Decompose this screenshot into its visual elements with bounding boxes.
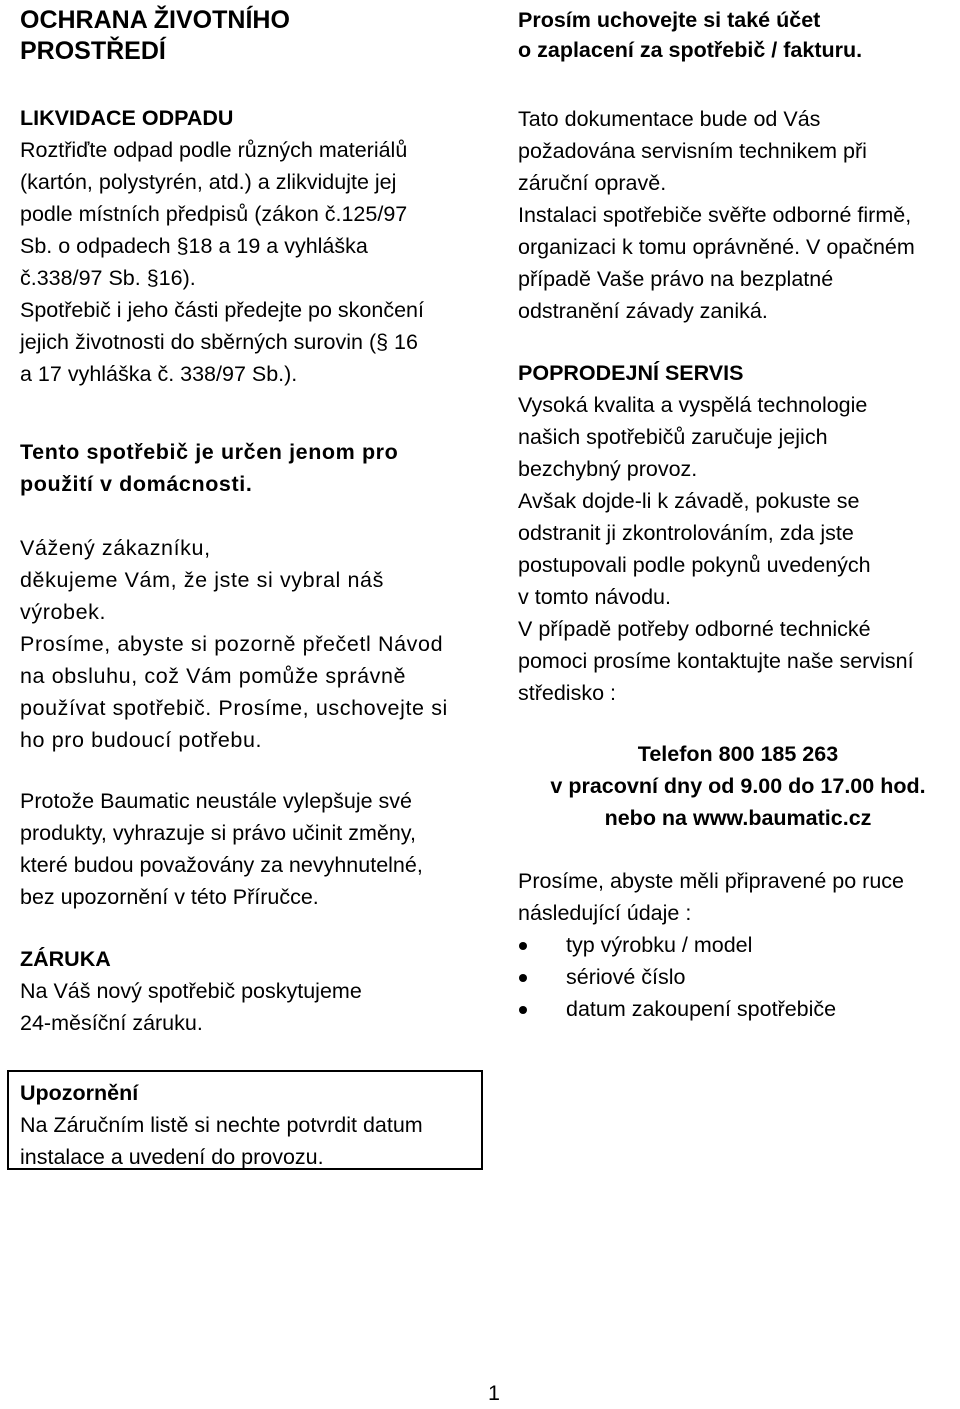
keep-receipt-note bbox=[518, 5, 958, 65]
greeting-line: používat spotřebič. Prosíme, uschovejte si bbox=[20, 696, 448, 720]
greeting-section bbox=[20, 532, 490, 756]
documentation-line: požadována servisním technikem při bbox=[518, 139, 867, 163]
service-hours: v pracovní dny od 9.00 do 17.00 hod. bbox=[550, 774, 926, 798]
prepare-info-list bbox=[518, 929, 958, 1025]
page-title bbox=[20, 5, 490, 67]
greeting-line: ho pro budoucí potřebu. bbox=[20, 728, 263, 752]
list-item-text: datum zakoupení spotřebiče bbox=[566, 997, 837, 1021]
notice-line: instalace a uvedení do provozu. bbox=[20, 1145, 324, 1169]
waste-disposal-heading: LIKVIDACE ODPADU bbox=[20, 106, 234, 130]
waste-disposal-line: a 17 vyhláška č. 338/97 Sb.). bbox=[20, 362, 298, 386]
waste-disposal-section bbox=[20, 102, 490, 390]
service-phone: Telefon 800 185 263 bbox=[637, 742, 839, 766]
household-use-line: použití v domácnosti. bbox=[20, 472, 253, 496]
prepare-info-line: následující údaje : bbox=[518, 901, 692, 925]
waste-disposal-line: podle místních předpisů (zákon č.125/97 bbox=[20, 202, 408, 226]
documentation-line: Tato dokumentace bude od Vás bbox=[518, 107, 821, 131]
warranty-line: 24-měsíční záruku. bbox=[20, 1011, 203, 1035]
waste-disposal-line: Spotřebič i jeho části předejte po skončení bbox=[20, 298, 424, 322]
after-sales-service-line: pomoci prosíme kontaktujte naše servisní bbox=[518, 649, 914, 673]
warranty-heading: ZÁRUKA bbox=[20, 947, 111, 971]
after-sales-service-line: Avšak dojde-li k závadě, pokuste se bbox=[518, 489, 860, 513]
waste-disposal-line: (kartón, polystyrén, atd.) a zlikvidujte jej bbox=[20, 170, 397, 194]
bullet-icon bbox=[519, 942, 527, 950]
after-sales-service-line: odstranit ji zkontrolováním, zda jste bbox=[518, 521, 854, 545]
after-sales-service-line: bezchybný provoz. bbox=[518, 457, 698, 481]
after-sales-service-line: středisko : bbox=[518, 681, 616, 705]
notice-line: Na Záručním listě si nechte potvrdit datum bbox=[20, 1113, 423, 1137]
after-sales-service-section bbox=[518, 357, 958, 709]
waste-disposal-line: Roztřiďte odpad podle různých materiálů bbox=[20, 138, 408, 162]
documentation-line: případě Vaše právo na bezplatné bbox=[518, 267, 834, 291]
page-title-line: OCHRANA ŽIVOTNÍHO bbox=[20, 6, 290, 34]
prepare-info-section bbox=[518, 865, 958, 1025]
product-changes-line: které budou považovány za nevyhnutelné, bbox=[20, 853, 423, 877]
page-number: 1 bbox=[488, 1381, 500, 1405]
waste-disposal-line: jejich životnosti do sběrných surovin (§ 16 bbox=[20, 330, 418, 354]
greeting-heading: Vážený zákazníku, bbox=[20, 536, 211, 560]
notice-heading: Upozornění bbox=[20, 1081, 139, 1105]
prepare-info-line: Prosíme, abyste měli připravené po ruce bbox=[518, 869, 904, 893]
after-sales-service-line: V případě potřeby odborné technické bbox=[518, 617, 871, 641]
after-sales-service-line: našich spotřebičů zaručuje jejich bbox=[518, 425, 828, 449]
product-changes-note bbox=[20, 785, 490, 913]
notice-box bbox=[7, 1070, 483, 1170]
service-website: nebo na www.baumatic.cz bbox=[604, 806, 872, 830]
greeting-line: výrobek. bbox=[20, 600, 107, 624]
greeting-line: na obsluhu, což Vám pomůže správně bbox=[20, 664, 407, 688]
product-changes-line: Protože Baumatic neustále vylepšuje své bbox=[20, 789, 412, 813]
list-item bbox=[518, 993, 958, 1025]
list-item-text: typ výrobku / model bbox=[566, 933, 753, 957]
list-item-text: sériové číslo bbox=[566, 965, 686, 989]
waste-disposal-line: č.338/97 Sb. §16). bbox=[20, 266, 196, 290]
documentation-line: záruční opravě. bbox=[518, 171, 667, 195]
waste-disposal-line: Sb. o odpadech §18 a 19 a vyhláška bbox=[20, 234, 368, 258]
documentation-line: organizaci k tomu oprávněné. V opačném bbox=[518, 235, 915, 259]
product-changes-line: bez upozornění v této Příručce. bbox=[20, 885, 319, 909]
greeting-line: Prosíme, abyste si pozorně přečetl Návod bbox=[20, 632, 444, 656]
documentation-line: odstranění závady zaniká. bbox=[518, 299, 768, 323]
documentation-note bbox=[518, 103, 958, 327]
notice-content bbox=[20, 1077, 475, 1173]
keep-receipt-line: o zaplacení za spotřebič / fakturu. bbox=[518, 38, 863, 62]
list-item bbox=[518, 929, 958, 961]
bullet-icon bbox=[519, 974, 527, 982]
warranty-section bbox=[20, 943, 490, 1039]
greeting-line: děkujeme Vám, že jste si vybral náš bbox=[20, 568, 384, 592]
product-changes-line: produkty, vyhrazuje si právo učinit změny, bbox=[20, 821, 416, 845]
after-sales-service-line: postupovali podle pokynů uvedených bbox=[518, 553, 871, 577]
household-use-line: Tento spotřebič je určen jenom pro bbox=[20, 440, 399, 464]
documentation-line: Instalaci spotřebiče svěřte odborné firmě, bbox=[518, 203, 912, 227]
service-contact bbox=[518, 738, 958, 834]
list-item bbox=[518, 961, 958, 993]
keep-receipt-line: Prosím uchovejte si také účet bbox=[518, 8, 821, 32]
bullet-icon bbox=[519, 1006, 527, 1014]
after-sales-service-line: v tomto návodu. bbox=[518, 585, 671, 609]
warranty-line: Na Váš nový spotřebič poskytujeme bbox=[20, 979, 362, 1003]
page-title-line: PROSTŘEDÍ bbox=[20, 37, 166, 65]
household-use-note bbox=[20, 436, 490, 500]
after-sales-service-heading: POPRODEJNÍ SERVIS bbox=[518, 361, 744, 385]
after-sales-service-line: Vysoká kvalita a vyspělá technologie bbox=[518, 393, 868, 417]
